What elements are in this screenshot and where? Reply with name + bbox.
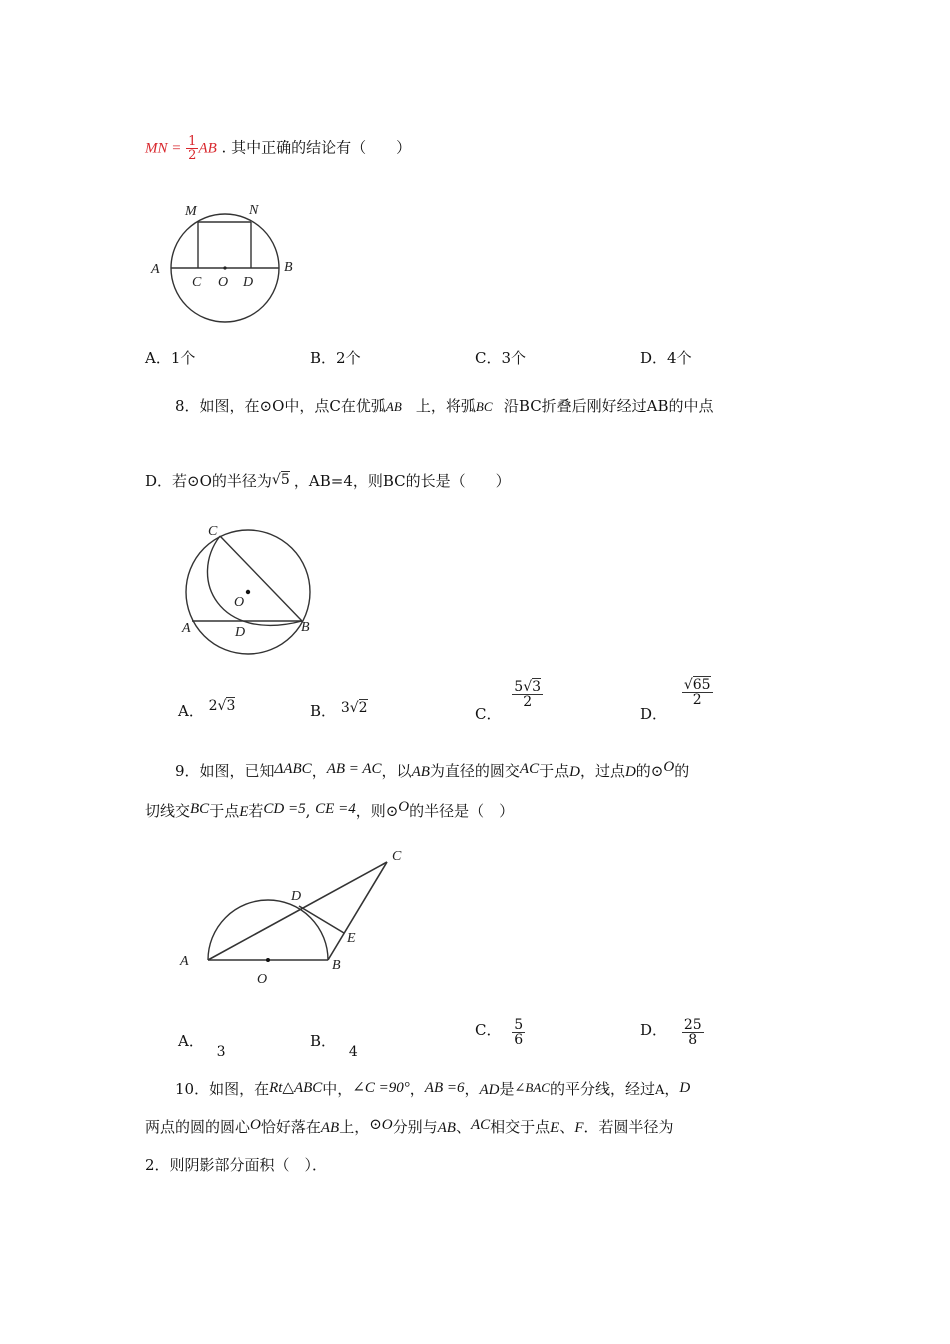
q8-option-a[interactable]: A． 2√3 [178, 698, 236, 720]
q9-center-o [266, 958, 270, 962]
q7-option-b[interactable]: B．2个 [310, 349, 361, 367]
q8-option-c-coef: 5 [514, 679, 524, 695]
q8-option-d-rad: 65 [692, 677, 711, 693]
q9-option-b-letter: B． [310, 1032, 337, 1050]
q10-line-2 [145, 1116, 674, 1137]
q9-label-o: O [257, 972, 268, 987]
q8-figure [178, 518, 328, 660]
q9-l2-t7: CE =4 [315, 801, 356, 817]
q9-l1-t8: 于点 [539, 762, 570, 780]
q10-l2-t8: 、 [455, 1118, 471, 1136]
q8-option-c-rad: 3 [532, 679, 542, 695]
q8-line1-c: 沿BC折叠后刚好经过AB的中点 [503, 397, 714, 415]
q8-option-a-coef: 2 [208, 698, 218, 714]
q8-option-a-rad: 3 [226, 698, 236, 714]
q10-l1-t5: AB =6 [424, 1080, 465, 1096]
q9-line-1 [175, 760, 689, 781]
q10-l1-t6: ， [464, 1080, 480, 1098]
q9-l1-t11: D [624, 764, 636, 780]
q7-label-n: N [249, 203, 259, 218]
q9-option-c-num: 5 [514, 1017, 524, 1033]
q10-l2-t7: AB [437, 1120, 456, 1136]
q9-option-a-letter: A． [178, 1032, 204, 1050]
q8-option-a-letter: A． [178, 702, 204, 720]
q8-label-o: O [234, 595, 245, 610]
q9-label-e: E [347, 931, 356, 946]
q9-label-b: B [332, 958, 341, 973]
q10-l1-t11: A [654, 1083, 665, 1098]
q10-l2-t12: 、 [559, 1118, 575, 1136]
q9-l1-t13: O [663, 759, 675, 775]
q7-label-b: B [284, 260, 293, 275]
q8-line2-b: ，AB=4，则BC的长是（ ） [293, 472, 511, 490]
q9-l1-t3: AB = AC [326, 761, 382, 777]
q9-option-d-letter: D． [640, 1020, 668, 1039]
q10-l1-t1: Rt△ABC [269, 1080, 323, 1096]
q7-mn-lhs: MN [145, 140, 168, 157]
q10-l1-t3: ∠C =90° [352, 1080, 410, 1096]
q9-figure [175, 842, 415, 992]
q9-option-b-value: 4 [348, 1044, 358, 1060]
q8-arc-ab: AB [385, 399, 402, 414]
q9-l2-t3: E [239, 804, 249, 820]
q9-l1-t7: AC [519, 761, 540, 777]
q7-label-o: O [218, 275, 229, 290]
q8-option-b[interactable]: B． 3√2 [310, 700, 368, 720]
q9-l2-t2: 于点 [209, 802, 240, 820]
q8-line2-a: D．若⊙O的半径为 [145, 472, 272, 490]
q7-tail-text: . 其中正确的结论有（ ） [221, 138, 412, 157]
q9-l1-t9: D [569, 764, 580, 780]
q8-line-2: D．若⊙O的半径为 √5 ，AB=4，则BC的长是（ ） [145, 472, 511, 490]
q9-l1-t5: AB [411, 764, 430, 780]
q8-option-b-letter: B． [310, 702, 337, 720]
q10-l1-t2: 中， [322, 1080, 353, 1098]
q9-l1-t4: ，以 [381, 762, 412, 780]
q10-l2-t0: 两点的圆的圆心 [145, 1118, 251, 1136]
q7-label-c: C [192, 275, 202, 290]
q8-label-a: A [182, 621, 191, 636]
q9-segment-bc [328, 862, 387, 960]
q10-l1-t12: ， [664, 1080, 680, 1098]
q10-l2-t3: AB [320, 1120, 340, 1136]
q10-l2-t11: E [550, 1120, 560, 1136]
q10-l2-t10: 相交于点 [490, 1118, 551, 1136]
q7-label-a: A [151, 262, 160, 277]
q10-line-3: 2．则阴影部分面积（ ）． [145, 1156, 328, 1174]
q8-chord-bc [220, 536, 302, 621]
q9-option-c[interactable] [475, 1017, 524, 1048]
q10-l1-t4: ， [409, 1080, 425, 1098]
q10-l2-t6: 分别与 [392, 1118, 438, 1136]
q7-mn-rhs: AB [198, 140, 217, 157]
q8-option-c-letter: C． [475, 704, 502, 723]
q9-label-a: A [180, 954, 189, 969]
q9-tangent-de [299, 906, 344, 933]
q7-label-d: D [243, 275, 254, 290]
q10-l1-t9: ∠BAC [514, 1080, 550, 1095]
q9-l1-t1: ΔABC [274, 761, 312, 777]
q10-l2-t1: O [250, 1117, 261, 1133]
q8-center-o [246, 590, 250, 594]
q9-l2-t5: CD =5 [263, 801, 306, 817]
q10-l2-t4: 上， [339, 1118, 370, 1136]
q7-option-c[interactable]: C．3个 [475, 349, 527, 367]
q8-line1-b: 上，将弧 [415, 397, 476, 415]
q9-l1-t2: ， [311, 762, 327, 780]
q9-l2-t1: BC [190, 801, 210, 817]
q10-l1-t10: 的平分线，经过 [549, 1080, 655, 1098]
q7-point-o [223, 266, 226, 269]
q9-l2-t8: ，则⊙ [355, 802, 399, 820]
q9-option-d[interactable] [640, 1017, 702, 1048]
q9-l1-t10: ，过点 [579, 762, 625, 780]
q10-l2-t5: ⊙O [369, 1117, 393, 1133]
q9-option-a[interactable] [178, 1030, 226, 1060]
q10-l1-t7: AD [479, 1082, 500, 1098]
q8-option-b-rad: 2 [358, 700, 368, 716]
q9-l2-t4: 若 [248, 802, 264, 820]
q10-l1-t0: 10．如图，在 [175, 1080, 270, 1098]
q7-figure [145, 195, 310, 330]
q7-frac-num: 1 [188, 134, 197, 149]
q9-label-d: D [291, 889, 302, 904]
q9-option-c-den: 6 [514, 1032, 524, 1048]
q8-label-b: B [301, 620, 310, 635]
q8-option-c[interactable]: C． $\frac{5√3}{2}$ [475, 679, 542, 723]
q9-option-c-letter: C． [475, 1020, 502, 1039]
q9-line-2 [145, 800, 514, 821]
q9-l1-t6: 为直径的圆交 [429, 762, 520, 780]
q9-option-d-num: 25 [683, 1017, 702, 1033]
q10-l1-t8: 是 [499, 1080, 515, 1098]
q9-option-d-den: 8 [682, 1032, 704, 1047]
q9-option-a-value: 3 [216, 1044, 226, 1060]
q8-line-1 [175, 395, 714, 416]
q9-l1-t12: 的⊙ [635, 762, 664, 780]
q7-mn-eq: = [167, 140, 182, 157]
q8-arc-bc: BC [475, 399, 493, 414]
q10-l1-t13: D [679, 1080, 691, 1096]
q9-option-b[interactable] [310, 1030, 358, 1060]
q8-option-d-letter: D． [640, 704, 668, 723]
q7-half-fraction [186, 135, 198, 162]
q8-label-d: D [235, 625, 246, 640]
q10-l2-t14: ．若圆半径为 [583, 1118, 674, 1136]
q9-l1-t0: 9．如图，已知 [175, 762, 275, 780]
q8-folded-arc [207, 536, 302, 625]
q9-l2-t10: 的半径是（ ） [409, 802, 515, 820]
q7-option-d[interactable]: D．4个 [640, 349, 692, 367]
q8-option-d[interactable]: D． $\frac{√65}{2}$ [640, 677, 711, 723]
q10-l2-t13: F [574, 1120, 584, 1136]
q7-option-a[interactable]: A．1个 [145, 349, 196, 367]
q8-option-d-den: 2 [682, 692, 713, 707]
q9-segment-ac [208, 862, 387, 960]
q8-sqrt5-rad: 5 [280, 472, 290, 488]
q7-mn-formula [145, 135, 411, 162]
q7-frac-den: 2 [188, 148, 197, 163]
q8-option-c-den: 2 [512, 694, 543, 709]
q9-l1-t14: 的 [674, 762, 690, 780]
q8-line1-a: 8．如图，在⊙O中，点C在优弧 [175, 397, 386, 415]
q10-l2-t9: AC [470, 1117, 491, 1133]
q9-label-c: C [392, 849, 402, 864]
q8-option-b-coef: 3 [340, 700, 350, 716]
q9-l2-t0: 切线交 [145, 802, 191, 820]
q9-l2-t9: O [398, 799, 410, 815]
q8-label-c: C [208, 524, 218, 539]
q9-l2-t6: , [305, 802, 311, 820]
q7-label-m: M [185, 204, 197, 219]
q10-l2-t2: 恰好落在 [260, 1118, 321, 1136]
q10-line-1 [175, 1078, 690, 1099]
